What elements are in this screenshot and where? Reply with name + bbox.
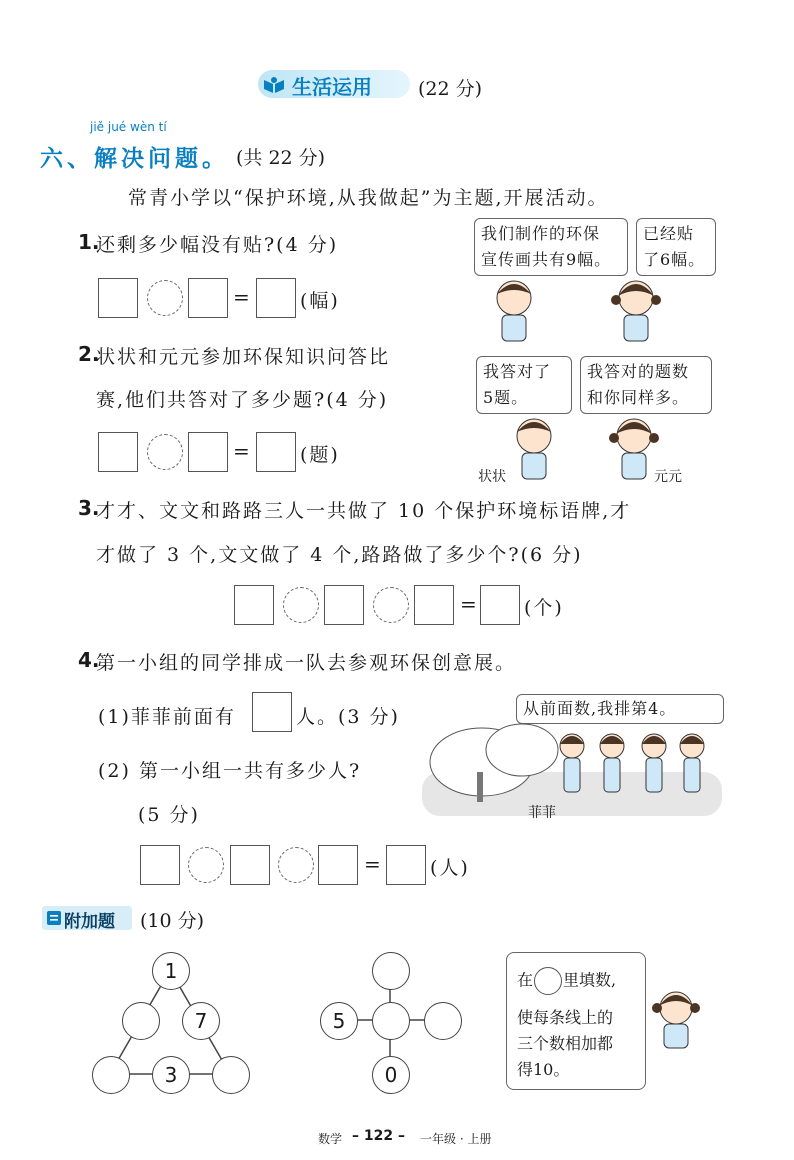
bubble-line: 宣传画共有9幅。 [481, 250, 612, 269]
bonus-title: 附加题 [64, 912, 115, 932]
footer-grade: 一年级 · 上册 [420, 1132, 492, 1146]
triangle-top-circle: 1 [152, 952, 190, 990]
child-name-label: 菲菲 [528, 805, 556, 821]
heading-pinyin: jiě jué wèn tí [90, 120, 167, 134]
book-icon [262, 76, 286, 94]
queue-scene-illustration-icon [422, 712, 722, 822]
cross-top-blank-circle[interactable] [372, 952, 410, 990]
part-score: (共 22 分) [236, 147, 326, 169]
q4-number: 4. [78, 648, 100, 672]
list-icon [46, 910, 62, 926]
boy-illustration-icon [484, 276, 544, 346]
q4-sub1-suffix: 人。(3 分) [296, 706, 400, 728]
q1-speech-bubble-right [636, 218, 716, 276]
section-score: (22 分) [418, 78, 483, 100]
bubble-line: 我答对的题数 [587, 362, 690, 381]
q2-result-box[interactable] [256, 432, 296, 472]
q3-text-line1: 才才、文文和路路三人一共做了 10 个保护环境标语牌,才 [96, 500, 632, 522]
bonus-score: (10 分) [140, 910, 205, 932]
triangle-bottom-mid-circle: 3 [152, 1056, 190, 1094]
q2-number: 2. [78, 342, 100, 366]
q1-speech-bubble-left [474, 218, 628, 276]
boy-illustration-icon [504, 414, 564, 484]
part-heading: 六、解决问题。 [40, 145, 229, 172]
instruction-line: 使每条线上的 [517, 1008, 614, 1027]
q1-operator-circle[interactable] [147, 280, 183, 316]
q1-text: 还剩多少幅没有贴?(4 分) [96, 234, 339, 256]
q4-sub2-score: (5 分) [138, 804, 200, 826]
q3-result-box[interactable] [480, 585, 520, 625]
circle-symbol-icon [534, 967, 562, 995]
q4-sub1-answer-box[interactable] [252, 692, 292, 732]
q3-text-line2: 才做了 3 个,文文做了 4 个,路路做了多少个?(6 分) [96, 544, 583, 566]
instruction-line: 得10。 [517, 1060, 570, 1079]
section-title: 生活运用 [292, 75, 372, 99]
q3-answer-box-2[interactable] [324, 585, 364, 625]
q4-answer-box-3[interactable] [318, 845, 358, 885]
q2-unit: (题) [300, 444, 340, 466]
child-name-label: 状状 [478, 469, 506, 485]
instruction-line: 三个数相加都 [517, 1034, 614, 1053]
instruction-text: 里填数, [563, 970, 617, 990]
instruction-text: 在 [517, 970, 534, 990]
cross-right-blank-circle[interactable] [424, 1002, 462, 1040]
footer-subject: 数学 [318, 1132, 343, 1146]
q4-sub1-prefix: (1)菲菲前面有 [98, 706, 236, 728]
instruction-bubble [506, 952, 646, 1090]
bubble-line: 和你同样多。 [587, 388, 690, 407]
equals-sign: = [233, 285, 250, 309]
q4-result-box[interactable] [386, 845, 426, 885]
equals-sign: = [460, 592, 477, 616]
triangle-bottom-right-blank-circle[interactable] [212, 1056, 250, 1094]
bubble-line: 了6幅。 [643, 250, 706, 269]
q2-speech-bubble-right [580, 356, 712, 414]
q4-operator-circle-2[interactable] [278, 847, 314, 883]
q1-number: 1. [78, 230, 100, 254]
bubble-line: 我们制作的环保 [481, 224, 601, 243]
q2-text-line2: 赛,他们共答对了多少题?(4 分) [96, 389, 389, 411]
cross-center-blank-circle[interactable] [372, 1002, 410, 1040]
q2-answer-box-1[interactable] [98, 432, 138, 472]
q3-answer-box-1[interactable] [234, 585, 274, 625]
bubble-line: 我答对了 [483, 362, 552, 381]
q4-answer-box-1[interactable] [140, 845, 180, 885]
q4-unit: (人) [430, 857, 470, 879]
part-intro: 常青小学以“保护环境,从我做起”为主题,开展活动。 [128, 187, 609, 209]
q2-speech-bubble-left [476, 356, 572, 414]
q2-text-line1: 状状和元元参加环保知识问答比 [96, 346, 391, 368]
q1-answer-box-2[interactable] [188, 278, 228, 318]
q2-answer-box-2[interactable] [188, 432, 228, 472]
q1-result-box[interactable] [256, 278, 296, 318]
q3-operator-circle-1[interactable] [283, 587, 319, 623]
girl-illustration-icon [646, 986, 710, 1056]
q4-answer-box-2[interactable] [230, 845, 270, 885]
page-number: – 122 – [352, 1128, 405, 1144]
q4-speech-bubble: 从前面数,我排第4。 [516, 694, 724, 724]
q4-operator-circle-1[interactable] [188, 847, 224, 883]
equals-sign: = [364, 852, 381, 876]
q3-answer-box-3[interactable] [414, 585, 454, 625]
cross-bottom-circle: 0 [372, 1056, 410, 1094]
q3-operator-circle-2[interactable] [373, 587, 409, 623]
q3-unit: (个) [524, 597, 564, 619]
triangle-right-circle: 7 [182, 1002, 220, 1040]
triangle-left-blank-circle[interactable] [122, 1002, 160, 1040]
bubble-line: 已经贴 [643, 224, 695, 243]
q1-answer-box-1[interactable] [98, 278, 138, 318]
child-name-label: 元元 [654, 469, 682, 485]
q4-text: 第一小组的同学排成一队去参观环保创意展。 [96, 652, 517, 674]
equals-sign: = [233, 439, 250, 463]
q4-sub2-text: (2) 第一小组一共有多少人? [98, 760, 362, 782]
q3-number: 3. [78, 496, 100, 520]
q1-unit: (幅) [300, 290, 340, 312]
cross-left-circle: 5 [320, 1002, 358, 1040]
q2-operator-circle[interactable] [147, 434, 183, 470]
triangle-bottom-left-blank-circle[interactable] [92, 1056, 130, 1094]
bubble-line: 5题。 [483, 388, 529, 407]
girl-illustration-icon [606, 276, 670, 346]
